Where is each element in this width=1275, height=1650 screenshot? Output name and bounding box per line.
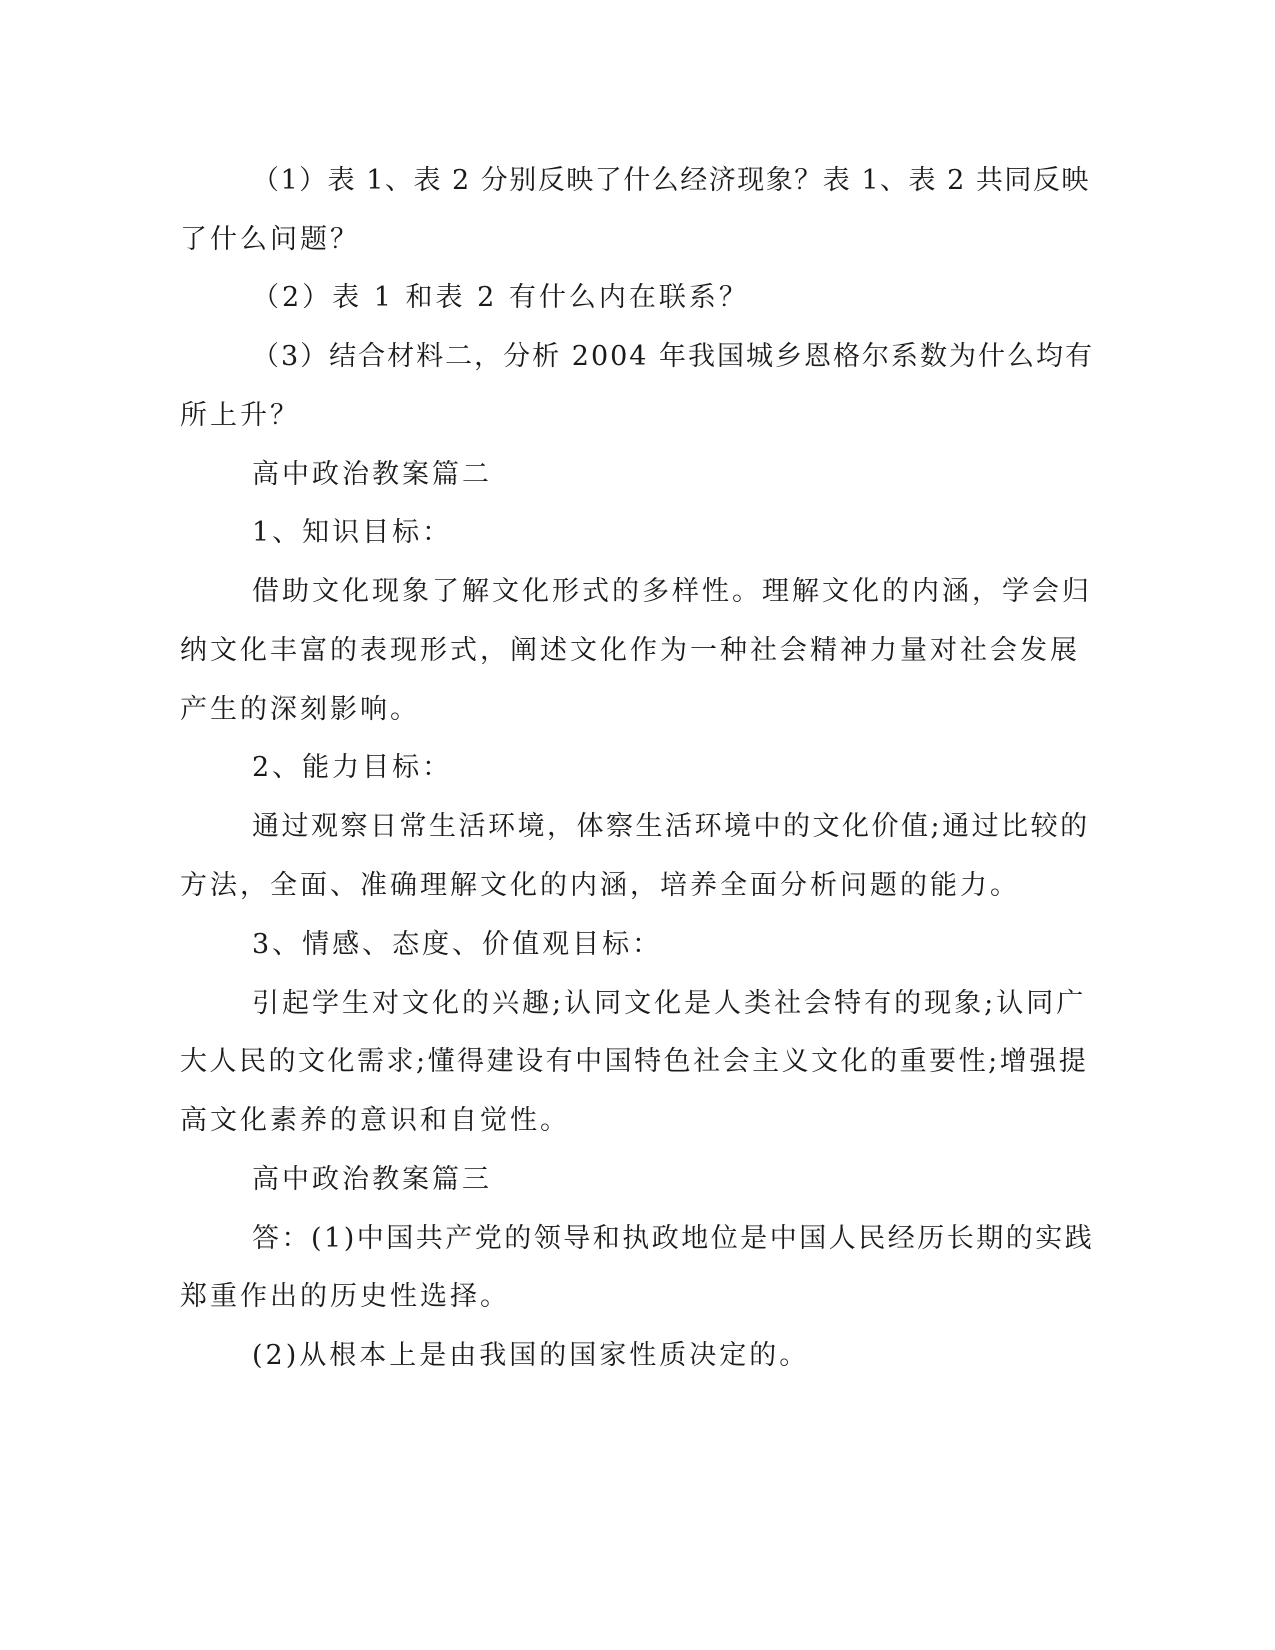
knowledge-goal-heading: 1、知识目标： [252,517,453,548]
ability-goal-line-1: 通过观察日常生活环境，体察生活环境中的文化价值;通过比较的 [252,811,1090,842]
emotion-goal-heading: 3、情感、态度、价值观目标： [252,929,663,960]
question-1-line-1: （1）表 1、表 2 分别反映了什么经济现象？表 1、表 2 共同反映 [252,165,1090,196]
emotion-goal-line-2: 大人民的文化需求;懂得建设有中国特色社会主义文化的重要性;增强提 [180,1046,1089,1077]
emotion-goal-line-1: 引起学生对文化的兴趣;认同文化是人类社会特有的现象;认同广 [252,988,1087,1019]
knowledge-goal-line-2: 纳文化丰富的表现形式，阐述文化作为一种社会精神力量对社会发展 [180,635,1080,666]
knowledge-goal-line-3: 产生的深刻影响。 [180,694,420,725]
section-heading-3: 高中政治教案篇三 [252,1164,492,1195]
emotion-goal-line-3: 高文化素养的意识和自觉性。 [180,1105,570,1136]
knowledge-goal-line-1: 借助文化现象了解文化形式的多样性。理解文化的内涵，学会归 [252,576,1092,607]
question-3-line-1: （3）结合材料二，分析 2004 年我国城乡恩格尔系数为什么均有 [252,341,1095,372]
ability-goal-heading: 2、能力目标： [252,752,453,783]
answer-1-line-1: 答：(1)中国共产党的领导和执政地位是中国人民经历长期的实践 [252,1223,1095,1254]
answer-1-line-2: 郑重作出的历史性选择。 [180,1281,510,1312]
ability-goal-line-2: 方法，全面、准确理解文化的内涵，培养全面分析问题的能力。 [180,870,1020,901]
section-heading-2: 高中政治教案篇二 [252,459,492,490]
question-1-line-2: 了什么问题？ [180,224,360,255]
question-3-line-2: 所上升？ [180,400,300,431]
question-2: （2）表 1 和表 2 有什么内在联系？ [252,282,749,313]
answer-2: (2)从根本上是由我国的国家性质决定的。 [252,1340,810,1371]
